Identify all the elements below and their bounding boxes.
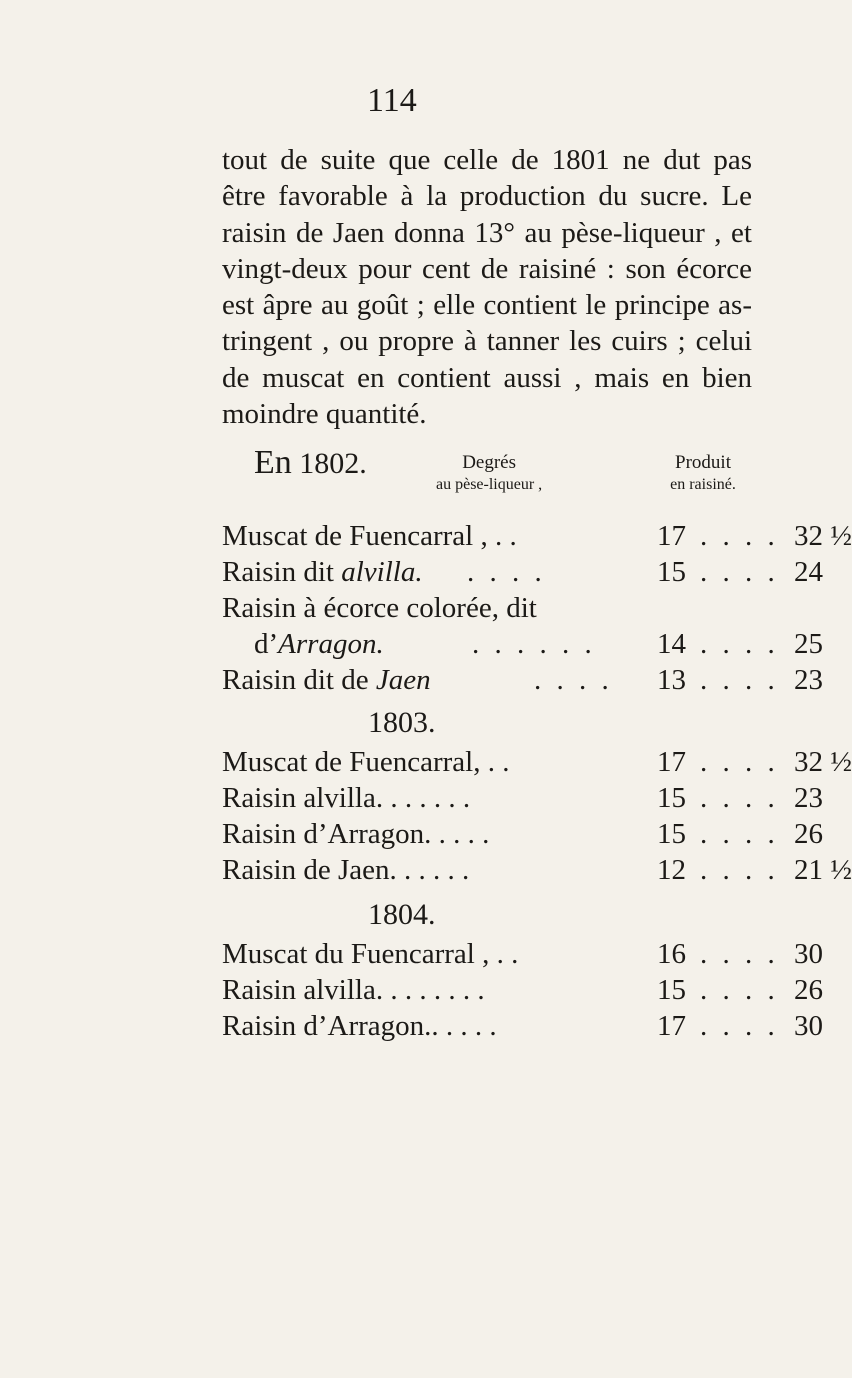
- table-row: [222, 746, 852, 782]
- row-product: 23: [794, 782, 823, 814]
- paragraph-line: vingt-deux pour cent de raisiné : son écorce: [222, 252, 752, 285]
- row-degree: 15: [657, 974, 686, 1006]
- row-degree: 15: [657, 782, 686, 814]
- row-dots: . . . .: [467, 556, 546, 588]
- row-product: 23: [794, 664, 823, 696]
- row-degree: 13: [657, 664, 686, 696]
- row-product: 32 ½: [794, 520, 852, 552]
- product-header-line1: Produit: [675, 452, 731, 473]
- table-row: [222, 628, 823, 664]
- table-row: [222, 854, 852, 890]
- table-row: [222, 1010, 823, 1046]
- table-row: [222, 664, 823, 700]
- degrees-header-line2: au pèse-liqueur ,: [436, 476, 543, 493]
- row-label: Raisin d’Arragon. . . . .: [222, 818, 490, 850]
- row-degree: 17: [657, 1010, 686, 1042]
- row-label: Raisin d’Arragon.. . . . .: [222, 1010, 497, 1042]
- row-dots: . . . .: [700, 556, 779, 588]
- row-product: 26: [794, 974, 823, 1006]
- row-dots: . . . .: [700, 628, 779, 660]
- row-dots: . . . .: [700, 746, 779, 778]
- page-number: 114: [367, 82, 417, 119]
- row-degree: 14: [657, 628, 686, 660]
- row-dots: . . . .: [700, 938, 779, 970]
- row-dots: . . . .: [700, 1010, 779, 1042]
- row-degree: 17: [657, 520, 686, 552]
- paragraph-line: raisin de Jaen donna 13° au pèse-liqueur , et: [222, 216, 752, 249]
- row-degree: 15: [657, 818, 686, 850]
- row-dots: . . . .: [700, 854, 779, 886]
- table-row: [222, 938, 823, 974]
- row-label: Raisin dit de Jaen: [222, 664, 431, 696]
- degrees-header-line1: Degrés: [462, 452, 516, 473]
- paragraph-line: moindre quantité.: [222, 398, 427, 431]
- row-degree: 17: [657, 746, 686, 778]
- row-product: 21 ½: [794, 854, 852, 886]
- row-label: Muscat du Fuencarral , . .: [222, 938, 519, 970]
- row-dots: . . . .: [700, 818, 779, 850]
- row-label: Raisin à écorce colorée, dit: [222, 592, 537, 624]
- row-degree: 15: [657, 556, 686, 588]
- en-label: En: [254, 444, 292, 481]
- year-heading-1802: [254, 444, 367, 482]
- row-label: d’Arragon.: [254, 628, 384, 660]
- row-product: 25: [794, 628, 823, 660]
- row-product: 32 ½: [794, 746, 852, 778]
- row-label: Raisin dit alvilla.: [222, 556, 423, 588]
- table-row: [222, 556, 823, 592]
- degrees-column-header: [436, 452, 542, 496]
- row-label: Muscat de Fuencarral, . .: [222, 746, 510, 778]
- table-row: [222, 782, 823, 818]
- paragraph-line: est âpre au goût ; elle contient le principe as-: [222, 289, 752, 322]
- paragraph-line: être favorable à la production du sucre. Le: [222, 180, 752, 213]
- row-degree: 16: [657, 938, 686, 970]
- year-1803: 1803.: [368, 706, 436, 739]
- row-product: 30: [794, 1010, 823, 1042]
- year-1804: 1804.: [368, 898, 436, 931]
- table-row: [222, 974, 823, 1010]
- row-label: Raisin alvilla. . . . . . .: [222, 782, 471, 814]
- row-dots: . . . .: [700, 974, 779, 1006]
- row-dots: . . . .: [534, 664, 613, 696]
- paragraph-line: tout de suite que celle de 1801 ne dut pas: [222, 144, 752, 176]
- row-label: Muscat de Fuencarral , . .: [222, 520, 517, 552]
- row-label: Raisin alvilla. . . . . . . .: [222, 974, 485, 1006]
- product-column-header: [638, 452, 768, 496]
- row-product: 24: [794, 556, 823, 588]
- row-dots: . . . .: [700, 520, 779, 552]
- row-degree: 12: [657, 854, 686, 886]
- paragraph-line: de muscat en contient aussi , mais en bien: [222, 361, 752, 394]
- row-dots: . . . . . .: [472, 628, 596, 660]
- table-row: [222, 520, 852, 556]
- year-1802: 1802.: [299, 447, 367, 480]
- table-row: [222, 818, 823, 854]
- product-header-line2: en raisiné.: [670, 476, 736, 493]
- body-paragraph: [222, 142, 752, 432]
- row-label: Raisin de Jaen. . . . . .: [222, 854, 470, 886]
- row-product: 30: [794, 938, 823, 970]
- row-dots: . . . .: [700, 664, 779, 696]
- row-dots: . . . .: [700, 782, 779, 814]
- paragraph-line: tringent , ou propre à tanner les cuirs ; celui: [222, 325, 752, 358]
- row-product: 26: [794, 818, 823, 850]
- table-row: [222, 592, 762, 628]
